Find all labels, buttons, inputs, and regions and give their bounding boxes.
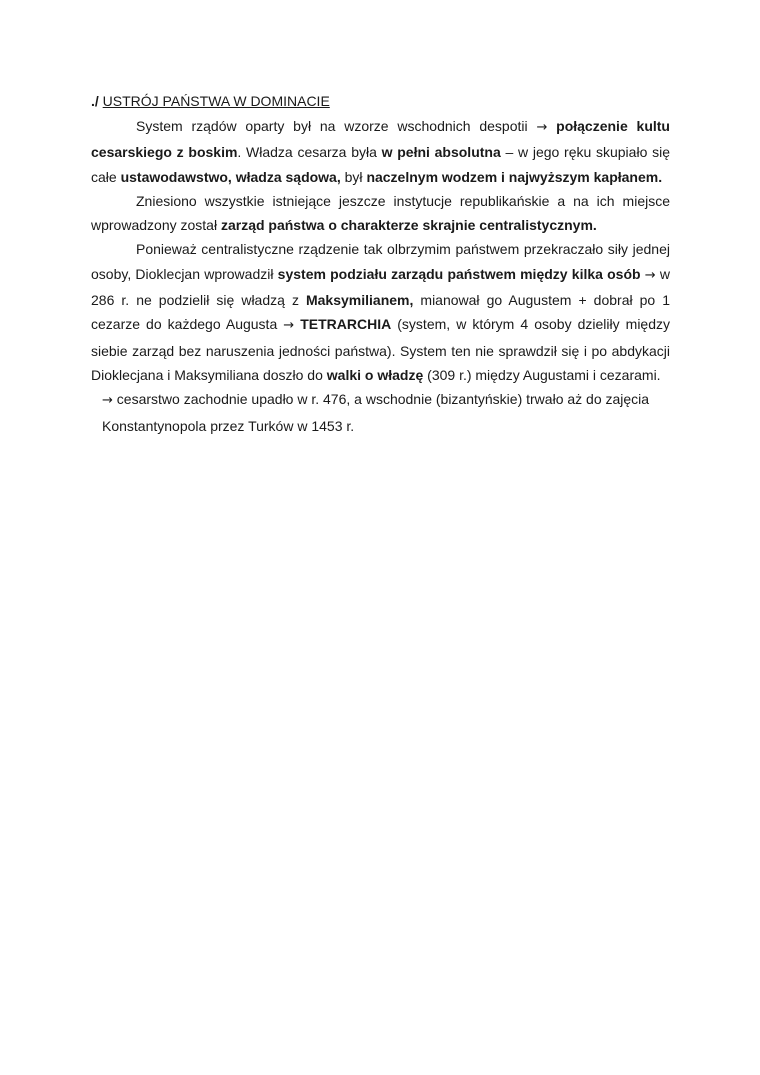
right-arrow-icon: →: [102, 393, 113, 409]
text-run: był: [340, 168, 367, 185]
bold-phrase: Maksymilianem,: [305, 292, 414, 309]
document-page: [91, 88, 670, 438]
text-run: Ponieważ centralistyczne rządzenie tak olbrzymim państwem przekraczało siły jednej osoby, Dioklecjan wprowadził: [91, 241, 670, 282]
bold-phrase: TETRARCHIA: [300, 316, 392, 333]
section-title: USTRÓJ PAŃSTWA W DOMINACIE: [102, 93, 330, 109]
paragraph-2: [91, 189, 670, 238]
text-run: w 286 r. ne podzielił się władzą z: [91, 265, 671, 309]
section-heading: [91, 88, 670, 114]
text-run: – w jego ręku skupiało się całe: [91, 144, 670, 185]
text-run: cesarstwo zachodnie upadło w r. 476, a wschodnie (bizantyńskie) trwało aż do zajęcia Konstantynopola przez Turków w 1453 r.: [102, 391, 650, 434]
paragraph-3: [91, 237, 670, 387]
text-run: Zniesiono wszystkie istniejące jeszcze instytucje republikańskie a na ich miejsce wprowadzony został: [91, 192, 670, 234]
note-paragraph: [102, 387, 670, 438]
text-run: (309 r.) między Augustami i cezarami.: [423, 366, 661, 383]
right-arrow-icon: →: [283, 318, 295, 334]
bold-phrase: połączenie kultu cesarskiego z boskim: [91, 118, 670, 161]
bold-phrase: ustawodawstwo, władza sądowa,: [120, 168, 341, 185]
bold-phrase: system podziału zarządu państwem między kilka osób: [277, 265, 641, 282]
paragraph-1: [91, 114, 670, 189]
text-run: (system, w którym 4 osoby dzieliły między siebie zarząd bez naruszenia jedności państwa). System ten nie sprawdził się i po abdykacji Dioklecjana i Maksymiliana doszło do: [91, 316, 671, 383]
section-number: ./: [91, 93, 99, 109]
bold-phrase: zarząd państwa o charakterze skrajnie centralistycznym.: [220, 217, 597, 234]
text-run: mianował go Augustem + dobrał po 1 cezarze do każdego Augusta: [91, 292, 671, 333]
text-run: System rządów oparty był na wzorze wschodnich despotii: [136, 118, 537, 134]
right-arrow-icon: →: [536, 120, 548, 135]
right-arrow-icon: →: [644, 267, 656, 283]
bold-phrase: w pełni absolutna: [381, 144, 501, 161]
text-run: . Władza cesarza była: [237, 144, 382, 161]
bold-phrase: naczelnym wodzem i najwyższym kapłanem.: [366, 168, 663, 185]
text-run: [547, 118, 556, 134]
bold-phrase: walki o władzę: [326, 366, 424, 383]
